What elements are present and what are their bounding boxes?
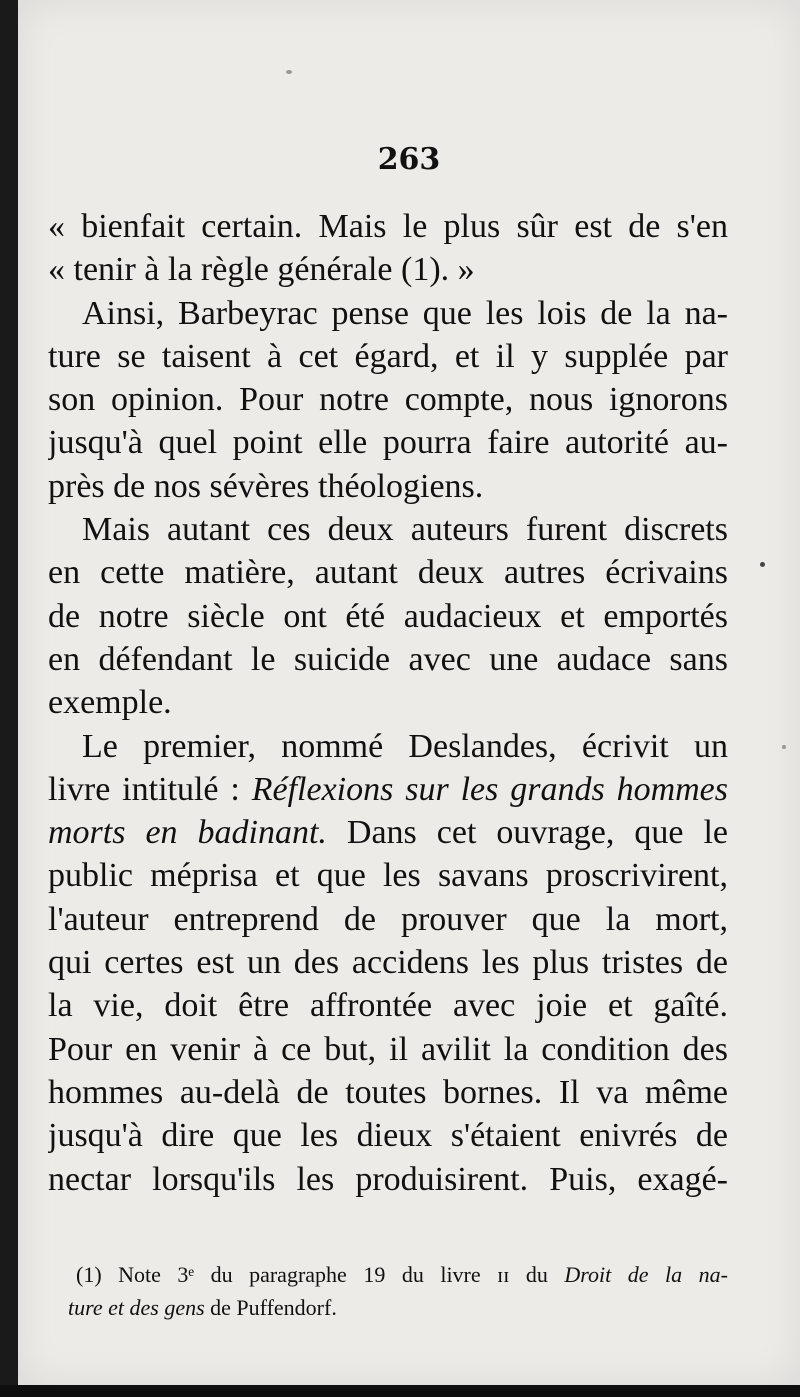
text-line: Pour en venir à ce but, il avilit la condition des: [48, 1030, 728, 1068]
text-line: son opinion. Pour notre compte, nous ignorons: [48, 381, 728, 419]
italic-title: morts en badinant.: [48, 814, 327, 852]
body-text: [48, 205, 728, 1201]
text-line: de notre siècle ont été audacieux et emportés: [48, 597, 728, 635]
text-line: public méprisa et que les savans proscrivirent,: [48, 857, 728, 895]
text-line: [48, 811, 728, 854]
footnote-line-2-text: de Puffendorf.: [204, 1295, 337, 1320]
scan-edge: [0, 1385, 800, 1397]
text-line: Mais autant ces deux auteurs furent discrets: [82, 511, 728, 549]
text-line: en cette matière, autant deux autres écrivains: [48, 554, 728, 592]
text-line: la vie, doit être affrontée avec joie et gaîté.: [48, 987, 728, 1025]
text-line: « tenir à la règle générale (1). »: [48, 251, 475, 289]
text-line: hommes au-delà de toutes bornes. Il va même: [48, 1073, 728, 1111]
text-line: jusqu'à dire que les dieux s'étaient enivrés de: [48, 1117, 728, 1155]
paper-speck: [760, 562, 765, 567]
text-line: nectar lorsqu'ils les produisirent. Puis, exagé-: [48, 1160, 728, 1198]
footnote-line-1: [76, 1258, 728, 1291]
footnote-line-2: [68, 1291, 728, 1324]
footnote-line-2-italic: ture et des gens: [68, 1295, 205, 1320]
italic-title: Réflexions sur les grands hommes: [251, 770, 728, 808]
text-line: l'auteur entreprend de prouver que la mort,: [48, 900, 728, 938]
text-line: qui certes est un des accidens les plus tristes de: [48, 944, 728, 982]
text-line: jusqu'à quel point elle pourra faire autorité au-: [48, 424, 728, 462]
text-line: « bienfait certain. Mais le plus sûr est de s'en: [48, 208, 728, 245]
book-page: [18, 0, 800, 1385]
paper-speck: [782, 745, 786, 749]
footnote-line-1-italic: Droit de la na-: [564, 1262, 728, 1287]
text-line: Le premier, nommé Deslandes, écrivit un: [82, 727, 728, 765]
text-line: exemple.: [48, 684, 172, 722]
footnote-line-1-text: (1) Note 3ᵉ du paragraphe 19 du livre ɪɪ du: [76, 1262, 565, 1287]
text-line: [48, 768, 728, 811]
text-segment: Dans cet ouvrage, que le: [326, 814, 728, 852]
text-line: près de nos sévères théologiens.: [48, 467, 484, 505]
page-number: 263: [377, 142, 441, 177]
text-line: ture se taisent à cet égard, et il y supplée par: [48, 337, 728, 375]
text-line: en défendant le suicide avec une audace sans: [48, 640, 728, 678]
paper-speck: [286, 70, 292, 74]
footnote: [68, 1258, 728, 1324]
text-segment: livre intitulé :: [48, 770, 252, 808]
text-line: Ainsi, Barbeyrac pense que les lois de la na-: [82, 294, 728, 332]
